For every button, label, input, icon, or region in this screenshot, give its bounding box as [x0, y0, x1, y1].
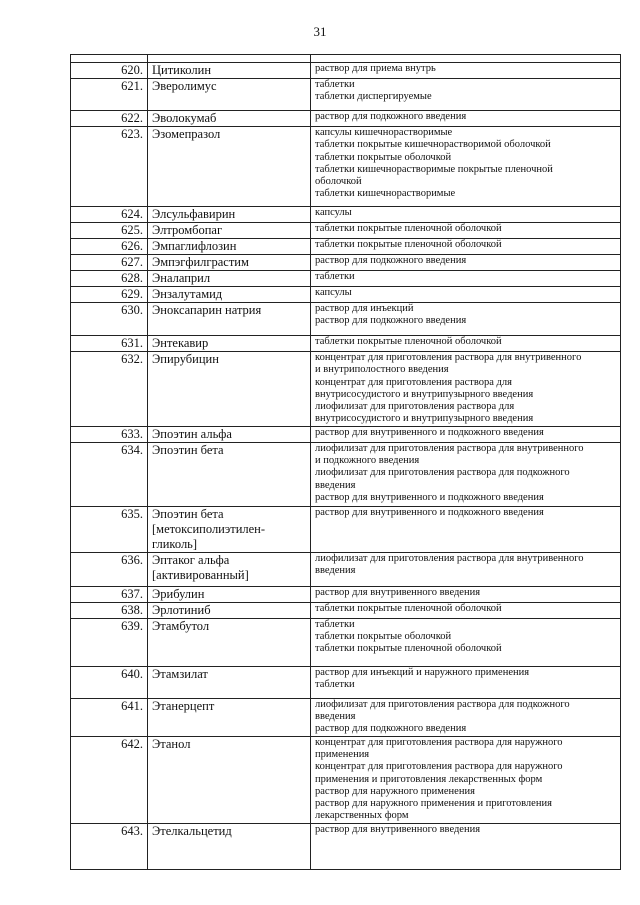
row-number: 643.: [71, 823, 148, 869]
dosage-form-cell: [311, 287, 621, 303]
dosage-form: лиофилизат для приготовления раствора для подкожного: [315, 467, 570, 479]
dosage-form: концентрат для приготовления раствора для: [315, 376, 512, 388]
dosage-form: капсулы: [315, 207, 352, 218]
dosage-form: введения: [315, 479, 356, 491]
dosage-form: раствор для подкожного введения: [315, 723, 467, 735]
drug-name: Цитиколин: [152, 63, 212, 77]
dosage-form: раствор для подкожного введения: [315, 111, 467, 122]
drug-name: Эптаког альфа: [152, 552, 230, 567]
row-number: 641.: [71, 698, 148, 736]
dosage-form-cell: [311, 736, 621, 823]
dosage-form: таблетки покрытые оболочкой: [315, 631, 452, 643]
drug-name-cell: [148, 303, 311, 336]
row-number: 638.: [71, 602, 148, 618]
dosage-form: и подкожного введения: [315, 455, 420, 467]
row-number: 632.: [71, 352, 148, 427]
dosage-form: раствор для инъекций и наружного применения: [315, 666, 530, 678]
table-body: [71, 55, 621, 870]
dosage-form: оболочкой: [315, 176, 362, 188]
row-number: 639.: [71, 618, 148, 666]
dosage-form: раствор для внутривенного введения: [315, 586, 481, 598]
row-number: 630.: [71, 303, 148, 336]
drug-name-cell: [148, 63, 311, 79]
row-number: 635.: [71, 506, 148, 552]
drug-name: [активированный]: [152, 567, 249, 582]
dosage-form: введения: [315, 565, 356, 577]
drug-name-cell: [148, 602, 311, 618]
drug-name: Эпоэтин альфа: [152, 426, 232, 441]
row-number: 634.: [71, 442, 148, 506]
table-row: [71, 79, 621, 111]
row-number: 629.: [71, 287, 148, 303]
table-row: [71, 586, 621, 602]
drug-name-cell: [148, 352, 311, 427]
page-number: 31: [313, 24, 327, 39]
dosage-form-cell: [311, 79, 621, 111]
row-number: 637.: [71, 586, 148, 602]
dosage-form: раствор для приема внутрь: [315, 63, 436, 74]
drug-name-cell: [148, 426, 311, 442]
dosage-form: введения: [315, 711, 356, 723]
row-number: 640.: [71, 666, 148, 698]
drug-name: Этанерцепт: [152, 698, 215, 713]
row-number: 636.: [71, 552, 148, 586]
dosage-form-cell: [311, 239, 621, 255]
table-row: [71, 207, 621, 223]
drug-name: Эмпаглифлозин: [152, 239, 237, 253]
dosage-form: раствор для внутривенного и подкожного введения: [315, 506, 544, 518]
table-row: [71, 698, 621, 736]
drug-name-cell: [148, 336, 311, 352]
drug-name-cell: [148, 736, 311, 823]
drug-name: Энтекавир: [152, 336, 209, 350]
drug-name: Эпоэтин бета: [152, 506, 224, 521]
drug-name: Эпирубицин: [152, 352, 219, 366]
dosage-form-cell: [311, 55, 621, 63]
drug-name-cell: [148, 586, 311, 602]
dosage-form-cell: [311, 442, 621, 506]
row-number: 624.: [71, 207, 148, 223]
dosage-form: лиофилизат для приготовления раствора для подкожного: [315, 698, 570, 710]
dosage-form-cell: [311, 127, 621, 207]
table-row: [71, 336, 621, 352]
drug-name: гликоль]: [152, 536, 198, 551]
dosage-form-cell: [311, 618, 621, 666]
row-number: 628.: [71, 271, 148, 287]
drug-name: Элсульфавирин: [152, 207, 236, 221]
dosage-form: таблетки: [315, 679, 355, 691]
drug-name-cell: [148, 111, 311, 127]
dosage-form-cell: [311, 255, 621, 271]
row-number: 622.: [71, 111, 148, 127]
dosage-form: таблетки: [315, 618, 355, 630]
drug-name: Этанол: [152, 736, 191, 751]
dosage-form: раствор для внутривенного введения: [315, 823, 481, 835]
dosage-form: раствор для подкожного введения: [315, 255, 467, 266]
row-number: 620.: [71, 63, 148, 79]
table-row: [71, 303, 621, 336]
row-number: 633.: [71, 426, 148, 442]
dosage-form: таблетки покрытые пленочной оболочкой: [315, 643, 502, 655]
drug-name-cell: [148, 207, 311, 223]
table-row: [71, 736, 621, 823]
drug-name: Эрлотиниб: [152, 602, 211, 617]
dosage-form: таблетки: [315, 271, 355, 282]
row-number: 625.: [71, 223, 148, 239]
drug-name: Эзомепразол: [152, 127, 221, 141]
drug-name: Этелкальцетид: [152, 823, 232, 838]
dosage-form: таблетки: [315, 79, 355, 90]
drug-name: Энзалутамид: [152, 287, 223, 301]
drug-name-cell: [148, 271, 311, 287]
table-row: [71, 506, 621, 552]
dosage-form: концентрат для приготовления раствора для внутривенного: [315, 352, 582, 363]
drug-name-cell: [148, 55, 311, 63]
table-row: [71, 111, 621, 127]
dosage-form-cell: [311, 552, 621, 586]
drug-name-cell: [148, 666, 311, 698]
drug-name-cell: [148, 127, 311, 207]
dosage-form: таблетки покрытые пленочной оболочкой: [315, 336, 502, 347]
dosage-form: раствор для подкожного введения: [315, 315, 467, 327]
table-row: [71, 287, 621, 303]
dosage-form: капсулы кишечнорастворимые: [315, 127, 453, 138]
dosage-form: таблетки покрытые пленочной оболочкой: [315, 602, 502, 614]
table-row: [71, 55, 621, 63]
dosage-form-cell: [311, 666, 621, 698]
drug-name-cell: [148, 79, 311, 111]
drug-name: Эналаприл: [152, 271, 211, 285]
drug-name-cell: [148, 255, 311, 271]
drug-name-cell: [148, 698, 311, 736]
dosage-form-cell: [311, 271, 621, 287]
table-row: [71, 442, 621, 506]
table-row: [71, 63, 621, 79]
dosage-form: лиофилизат для приготовления раствора для: [315, 401, 515, 413]
dosage-form-cell: [311, 352, 621, 427]
dosage-form-cell: [311, 586, 621, 602]
row-number: 631.: [71, 336, 148, 352]
dosage-form: раствор для наружного применения и приготовления: [315, 798, 552, 810]
dosage-form-cell: [311, 823, 621, 869]
dosage-form: применения: [315, 748, 370, 760]
dosage-form: концентрат для приготовления раствора для наружного: [315, 761, 563, 773]
dosage-form: внутрисосудистого и внутрипузырного введения: [315, 413, 534, 425]
dosage-form-cell: [311, 698, 621, 736]
dosage-form: капсулы: [315, 287, 352, 298]
table-row: [71, 239, 621, 255]
dosage-form: внутрисосудистого и внутрипузырного введения: [315, 388, 534, 400]
table-row: [71, 255, 621, 271]
table-row: [71, 426, 621, 442]
dosage-form: раствор для внутривенного и подкожного введения: [315, 491, 544, 503]
dosage-form: таблетки покрытые пленочной оболочкой: [315, 223, 502, 234]
dosage-form: концентрат для приготовления раствора для наружного: [315, 736, 563, 748]
row-number: [71, 55, 148, 63]
drug-name: Эрибулин: [152, 586, 205, 601]
dosage-form: таблетки покрытые пленочной оболочкой: [315, 239, 502, 250]
drug-name-cell: [148, 552, 311, 586]
dosage-form-cell: [311, 111, 621, 127]
row-number: 621.: [71, 79, 148, 111]
table-row: [71, 823, 621, 869]
drug-name: Этамбутол: [152, 618, 210, 633]
dosage-form: таблетки покрытые оболочкой: [315, 151, 452, 163]
drug-name: Эпоэтин бета: [152, 442, 224, 457]
drug-name-cell: [148, 287, 311, 303]
dosage-form-cell: [311, 303, 621, 336]
drug-name-cell: [148, 239, 311, 255]
drug-name: Эволокумаб: [152, 111, 217, 125]
table-row: [71, 618, 621, 666]
drug-name: Этамзилат: [152, 666, 208, 681]
table-row: [71, 552, 621, 586]
dosage-form: таблетки кишечнорастворимые: [315, 188, 456, 200]
dosage-form-cell: [311, 63, 621, 79]
drug-name: Эверолимус: [152, 79, 217, 93]
drug-name-cell: [148, 442, 311, 506]
row-number: 626.: [71, 239, 148, 255]
dosage-form: таблетки диспергируемые: [315, 91, 432, 103]
drug-name-cell: [148, 223, 311, 239]
dosage-form: лекарственных форм: [315, 810, 409, 822]
dosage-form-cell: [311, 426, 621, 442]
dosage-form: таблетки покрытые кишечнорастворимой оболочкой: [315, 139, 551, 151]
row-number: 642.: [71, 736, 148, 823]
drug-name: Эмпэгфилграстим: [152, 255, 249, 269]
table-row: [71, 602, 621, 618]
dosage-form: раствор для наружного применения: [315, 785, 475, 797]
row-number: 623.: [71, 127, 148, 207]
table-row: [71, 271, 621, 287]
dosage-form: таблетки кишечнорастворимые покрытые пленочной: [315, 163, 553, 175]
dosage-form: лиофилизат для приготовления раствора для внутривенного: [315, 442, 584, 454]
drug-name-cell: [148, 823, 311, 869]
drug-name: [метоксиполиэтилен-: [152, 521, 266, 536]
table-row: [71, 223, 621, 239]
dosage-form-cell: [311, 223, 621, 239]
dosage-form: применения и приготовления лекарственных форм: [315, 773, 543, 785]
dosage-form: раствор для внутривенного и подкожного введения: [315, 426, 544, 438]
drug-table: [70, 54, 621, 870]
dosage-form-cell: [311, 602, 621, 618]
dosage-form: и внутриполостного введения: [315, 364, 449, 376]
table-row: [71, 352, 621, 427]
dosage-form: раствор для инъекций: [315, 303, 414, 314]
dosage-form-cell: [311, 207, 621, 223]
row-number: 627.: [71, 255, 148, 271]
drug-name: Элтромбопаг: [152, 223, 223, 237]
table-row: [71, 127, 621, 207]
drug-name: Эноксапарин натрия: [152, 303, 262, 317]
dosage-form-cell: [311, 506, 621, 552]
dosage-form: лиофилизат для приготовления раствора для внутривенного: [315, 552, 584, 564]
dosage-form-cell: [311, 336, 621, 352]
drug-name-cell: [148, 618, 311, 666]
drug-name-cell: [148, 506, 311, 552]
table-row: [71, 666, 621, 698]
